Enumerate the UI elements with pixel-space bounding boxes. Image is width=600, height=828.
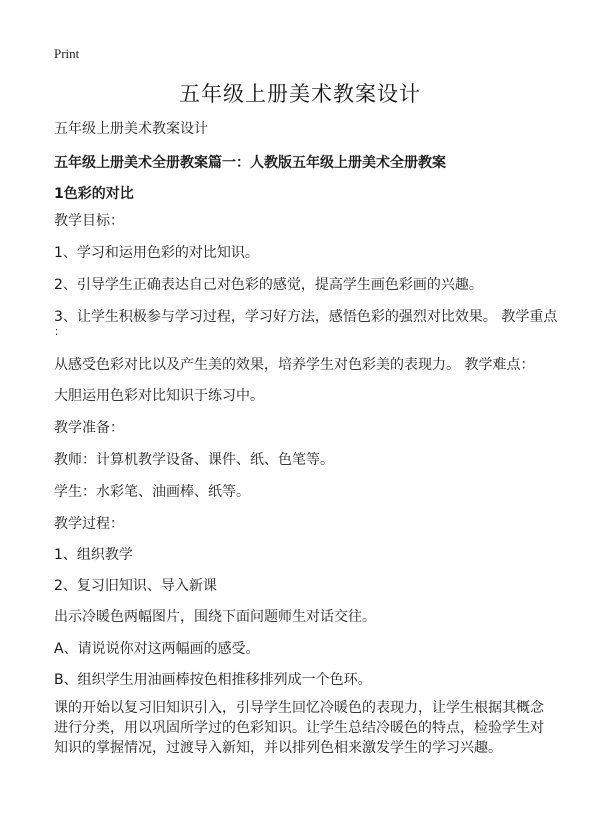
objectives-label: 教学目标： — [54, 213, 124, 229]
process-label: 教学过程： — [54, 516, 124, 532]
show-pictures-text: 出示冷暖色两幅图片，围绕下面问题师生对话交往。 — [54, 609, 376, 625]
key-point-text: 从感受色彩对比以及产生美的效果，培养学生对色彩美的表现力。 教学难点： — [54, 357, 535, 373]
section-heading: 五年级上册美术全册教案篇一：人教版五年级上册美术全册教案 — [54, 155, 446, 171]
objective-item-2: 2、引导学生正确表达自己对色彩的感觉，提高学生画色彩画的兴趣。 — [54, 277, 483, 293]
objective-item-1: 1、学习和运用色彩的对比知识。 — [54, 245, 259, 261]
prep-student: 学生：水彩笔、油画棒、纸等。 — [54, 484, 250, 500]
process-step-2: 2、复习旧知识、导入新课 — [54, 578, 217, 594]
prep-label: 教学准备： — [54, 420, 124, 436]
closing-paragraph: 课的开始以复习旧知识引入，引导学生回忆冷暖色的表现力，让学生根据其概念进行分类，用以巩固所学过的色彩知识。让学生总结冷暖色的特点，检验学生对知识的掌握情况，过渡导入新知，并以排列色相来激发学生的学习兴趣。 — [54, 700, 544, 756]
document-subtitle: 五年级上册美术教案设计 — [54, 121, 208, 137]
difficulty-text: 大胆运用色彩对比知识于练习中。 — [54, 388, 264, 404]
print-label: Print — [54, 46, 80, 61]
prep-teacher: 教师：计算机教学设备、课件、纸、色笔等。 — [54, 452, 334, 468]
question-b: B、组织学生用油画棒按色相推移排列成一个色环。 — [54, 672, 372, 688]
process-step-1: 1、组织教学 — [54, 547, 133, 563]
lesson-heading: 1色彩的对比 — [54, 186, 134, 202]
question-a: A、请说说你对这两幅画的感受。 — [54, 641, 260, 657]
objective-item-3: 3、让学生积极参与学习过程，学习好方法，感悟色彩的强烈对比效果。 教学重点 — [54, 309, 558, 325]
page-title: 五年级上册美术教案设计 — [179, 82, 421, 106]
objective-item-3-continuation: ： — [54, 325, 65, 338]
